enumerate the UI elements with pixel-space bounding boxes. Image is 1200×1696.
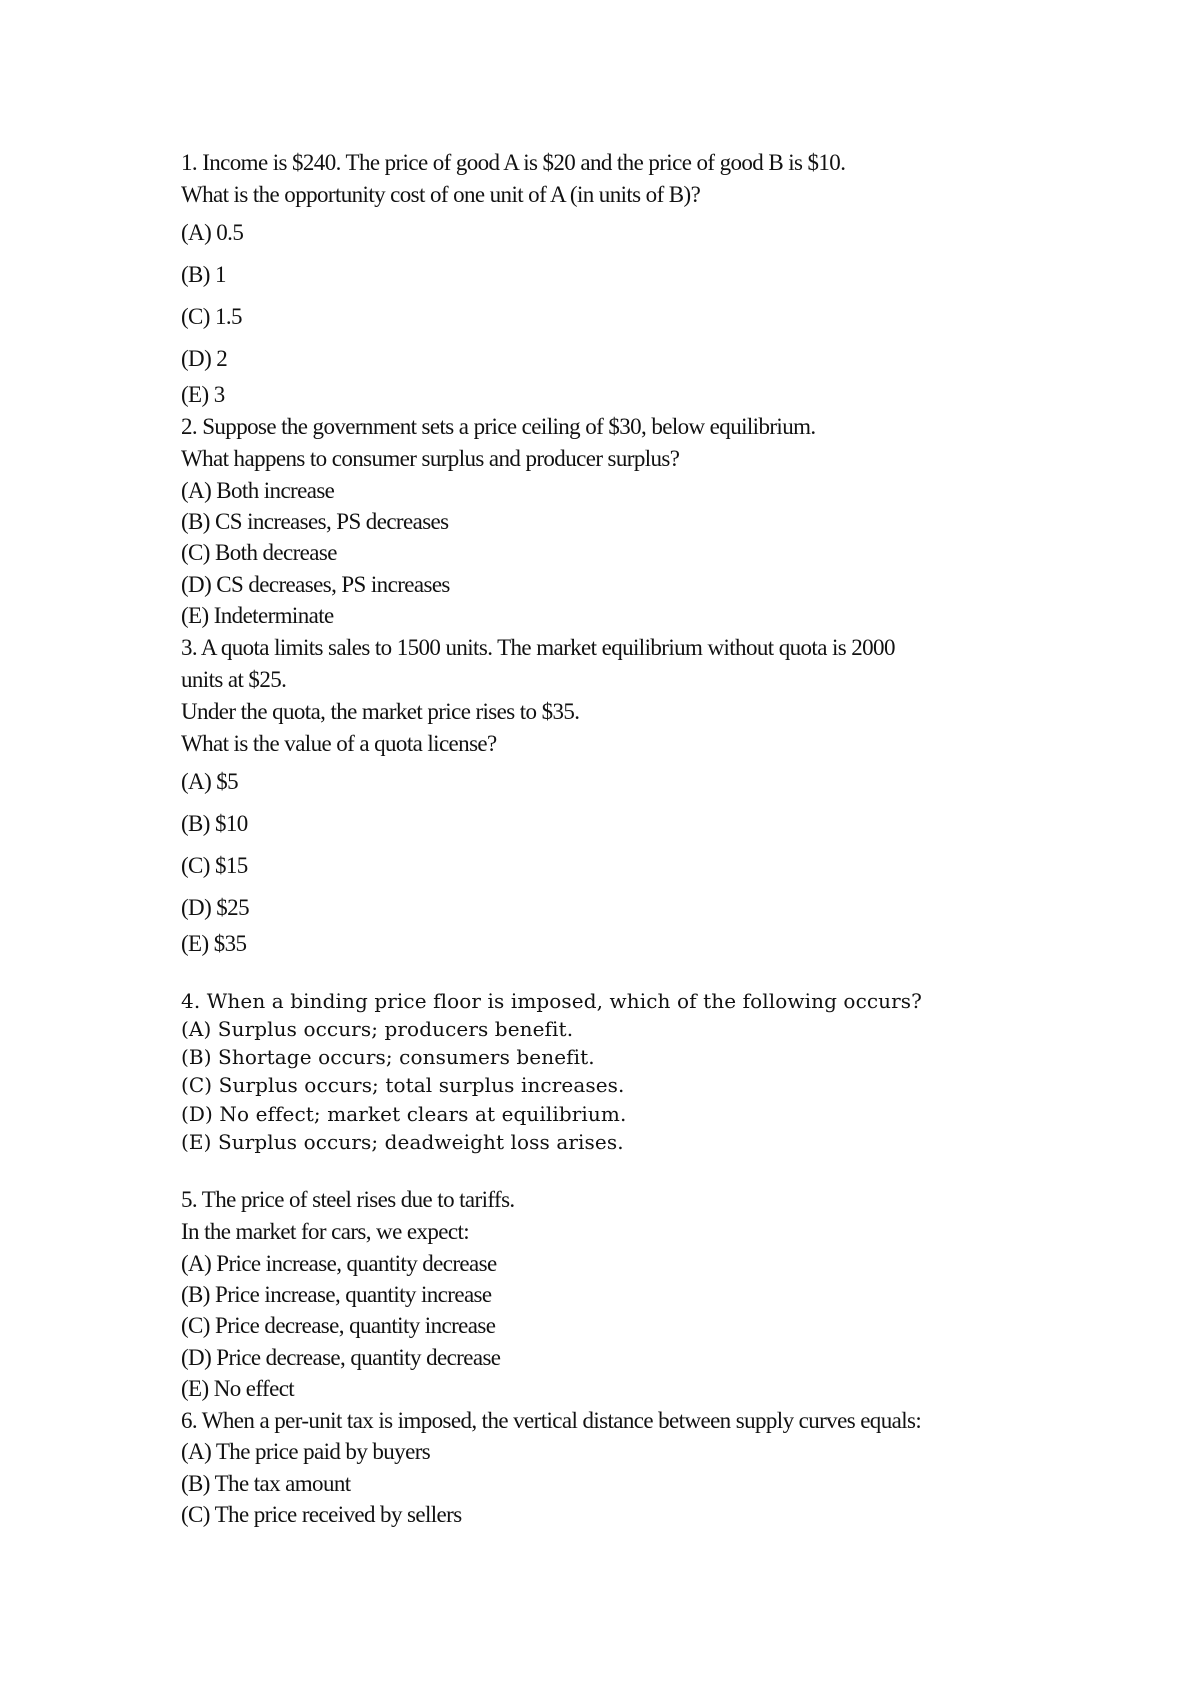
question-5-stem-line-2: In the market for cars, we expect: bbox=[181, 1219, 470, 1244]
question-1-option-c: (C) 1.5 bbox=[181, 304, 242, 329]
question-3-option-a: (A) $5 bbox=[181, 769, 239, 794]
question-4-option-b: (B) Shortage occurs; consumers benefit. bbox=[181, 1045, 595, 1069]
question-1-stem-line-2: What is the opportunity cost of one unit of A (in units of B)? bbox=[181, 182, 701, 207]
question-1-stem-line-1: 1. Income is $240. The price of good A is $20 and the price of good B is $10. bbox=[181, 150, 846, 175]
question-5-stem-line-1: 5. The price of steel rises due to tariffs. bbox=[181, 1187, 515, 1212]
question-6-option-b: (B) The tax amount bbox=[181, 1471, 351, 1496]
question-4-stem: 4. When a binding price floor is imposed, which of the following occurs? bbox=[181, 989, 922, 1013]
question-5-option-c: (C) Price decrease, quantity increase bbox=[181, 1313, 496, 1338]
question-2-option-d: (D) CS decreases, PS increases bbox=[181, 572, 450, 597]
question-3-stem-line-3: Under the quota, the market price rises to $35. bbox=[181, 699, 580, 724]
question-3-option-e: (E) $35 bbox=[181, 931, 247, 956]
question-2-stem-line-1: 2. Suppose the government sets a price ceiling of $30, below equilibrium. bbox=[181, 414, 816, 439]
question-3-stem-line-2: units at $25. bbox=[181, 667, 287, 692]
question-1-option-d: (D) 2 bbox=[181, 346, 228, 371]
question-6-stem: 6. When a per-unit tax is imposed, the vertical distance between supply curves equals: bbox=[181, 1408, 922, 1433]
question-1-option-e: (E) 3 bbox=[181, 382, 225, 407]
question-4-option-c: (C) Surplus occurs; total surplus increases. bbox=[181, 1073, 625, 1097]
question-5-option-a: (A) Price increase, quantity decrease bbox=[181, 1251, 497, 1276]
exam-page bbox=[181, 0, 1081, 1696]
question-3-option-b: (B) $10 bbox=[181, 811, 248, 836]
question-2-option-e: (E) Indeterminate bbox=[181, 603, 334, 628]
question-4-option-e: (E) Surplus occurs; deadweight loss arises. bbox=[181, 1130, 624, 1154]
question-5-option-e: (E) No effect bbox=[181, 1376, 295, 1401]
question-2-option-b: (B) CS increases, PS decreases bbox=[181, 509, 449, 534]
question-1-option-b: (B) 1 bbox=[181, 262, 226, 287]
question-5-option-b: (B) Price increase, quantity increase bbox=[181, 1282, 492, 1307]
question-2-option-c: (C) Both decrease bbox=[181, 540, 337, 565]
question-6-option-a: (A) The price paid by buyers bbox=[181, 1439, 431, 1464]
question-3-stem-line-4: What is the value of a quota license? bbox=[181, 731, 497, 756]
question-6-option-c: (C) The price received by sellers bbox=[181, 1502, 462, 1527]
question-3-option-d: (D) $25 bbox=[181, 895, 249, 920]
question-3-stem-line-1: 3. A quota limits sales to 1500 units. The market equilibrium without quota is 2000 bbox=[181, 635, 895, 660]
question-2-option-a: (A) Both increase bbox=[181, 478, 335, 503]
question-5-option-d: (D) Price decrease, quantity decrease bbox=[181, 1345, 501, 1370]
question-3-option-c: (C) $15 bbox=[181, 853, 248, 878]
question-1-option-a: (A) 0.5 bbox=[181, 220, 244, 245]
question-4-option-d: (D) No effect; market clears at equilibrium. bbox=[181, 1102, 627, 1126]
question-2-stem-line-2: What happens to consumer surplus and producer surplus? bbox=[181, 446, 680, 471]
question-4-option-a: (A) Surplus occurs; producers benefit. bbox=[181, 1017, 574, 1041]
